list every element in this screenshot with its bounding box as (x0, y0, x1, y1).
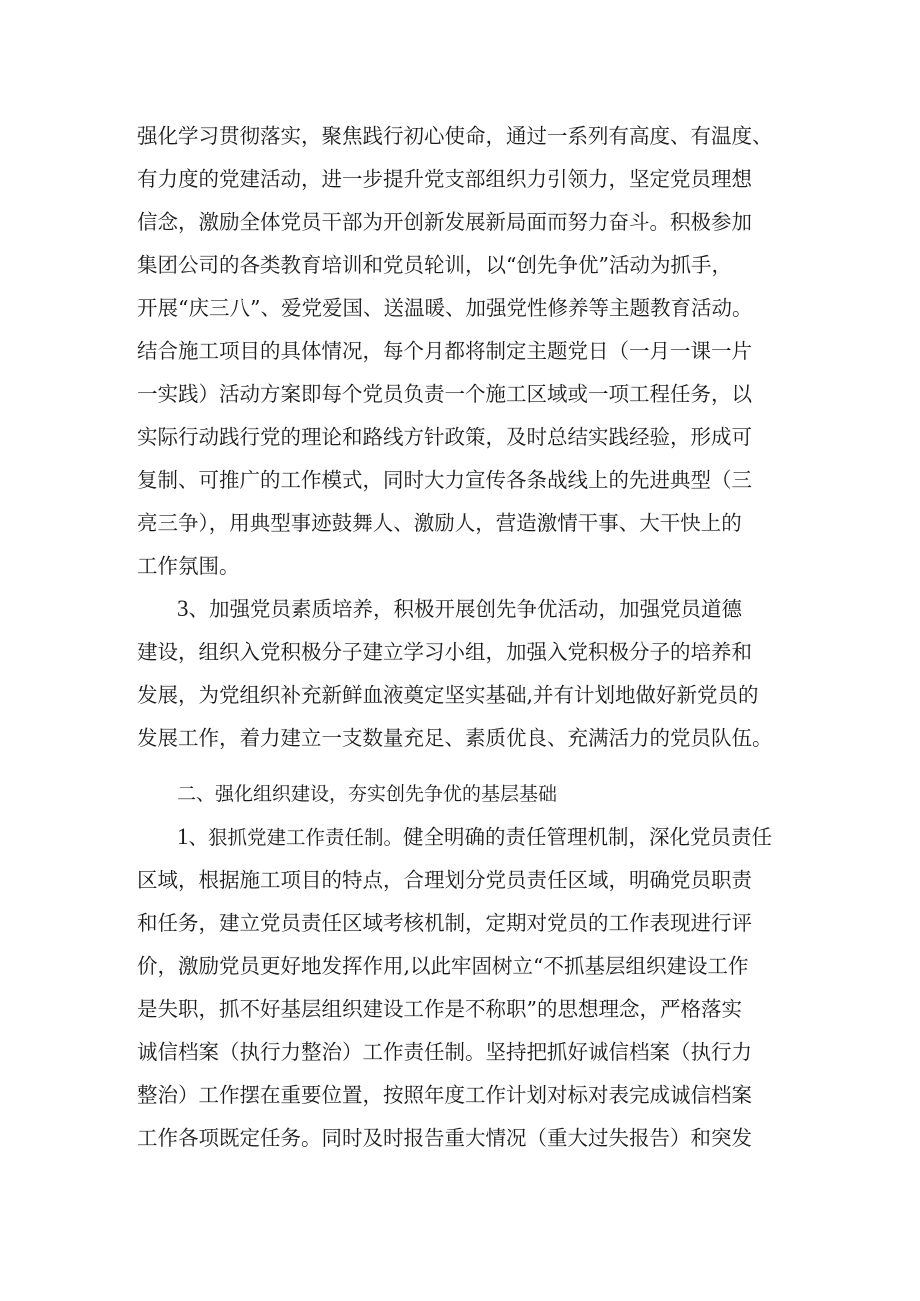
paragraph-line: 是失职，抓不好基层组织建设工作是不称职”的思想理念，严格落实 (137, 997, 742, 1021)
paragraph-line: 工作各项既定任务。同时及时报告重大情况（重大过失报告）和突发 (137, 1126, 752, 1150)
paragraph-line: 信念，激励全体党员干部为开创新发展新局面而努力奋斗。积极参加 (137, 210, 752, 234)
paragraph-first-line (177, 823, 772, 852)
paragraph-line: 和任务，建立党员责任区域考核机制，定期对党员的工作表现进行评 (137, 911, 752, 935)
paragraph-line-text: 、加强党员素质培养，积极开展创先争优活动，加强党员道德 (188, 597, 742, 621)
paragraph-line: 发展工作，着力建立一支数量充足、素质优良、充满活力的党员队伍。 (137, 726, 773, 750)
paragraph-line: 工作氛围。 (137, 554, 240, 578)
paragraph-first-line (177, 595, 742, 623)
paragraph-line: 区域，根据施工项目的特点，合理划分党员责任区域，明确党员职责 (137, 868, 752, 892)
paragraph-line: 亮三争），用典型事迹鼓舞人、激励人，营造激情干事、大干快上的 (137, 511, 742, 535)
item-number: 1 (177, 824, 189, 849)
paragraph-line: 建设，组织入党积极分子建立学习小组，加强入党积极分子的培养和 (137, 640, 752, 664)
paragraph-line: 强化学习贯彻落实，聚焦践行初心使命，通过一系列有高度、有温度、 (137, 124, 773, 148)
paragraph-line: 复制、可推广的工作模式，同时大力宣传各条战线上的先进典型（三 (137, 468, 752, 492)
paragraph-line: 结合施工项目的具体情况，每个月都将制定主题党日（一月一课一片 (137, 339, 752, 363)
paragraph-line: 开展“庆三八”、爱党爱国、送温暖、加强党性修养等主题教育活动。 (137, 296, 753, 320)
paragraph-line: 价，激励党员更好地发挥作用,以此牢固树立“不抓基层组织建设工作 (137, 954, 749, 978)
paragraph-line: 有力度的党建活动，进一步提升党支部组织力引领力，坚定党员理想 (137, 167, 752, 191)
paragraph-line: 诚信档案（执行力整治）工作责任制。坚持把抓好诚信档案（执行力 (137, 1040, 752, 1064)
section-heading: 二、强化组织建设，夯实创先争优的基层基础 (177, 783, 558, 805)
paragraph-line: 集团公司的各类教育培训和党员轮训，以“创先争优”活动为抓手， (137, 253, 732, 277)
paragraph-line: 实际行动践行党的理论和路线方针政策，及时总结实践经验，形成可 (137, 425, 752, 449)
item-number: 3 (177, 596, 189, 621)
item-lead: 、狠抓党建工作责任制。 (188, 826, 404, 849)
paragraph-line-text: 健全明确的责任管理机制，深化党员责任 (403, 825, 773, 849)
paragraph-line: 整治）工作摆在重要位置，按照年度工作计划对标对表完成诚信档案 (137, 1083, 752, 1107)
paragraph-line: 一实践）活动方案即每个党员负责一个施工区域或一项工程任务，以 (137, 382, 752, 406)
paragraph-line: 发展，为党组织补充新鲜血液奠定坚实基础,并有计划地做好新党员的 (137, 683, 759, 707)
